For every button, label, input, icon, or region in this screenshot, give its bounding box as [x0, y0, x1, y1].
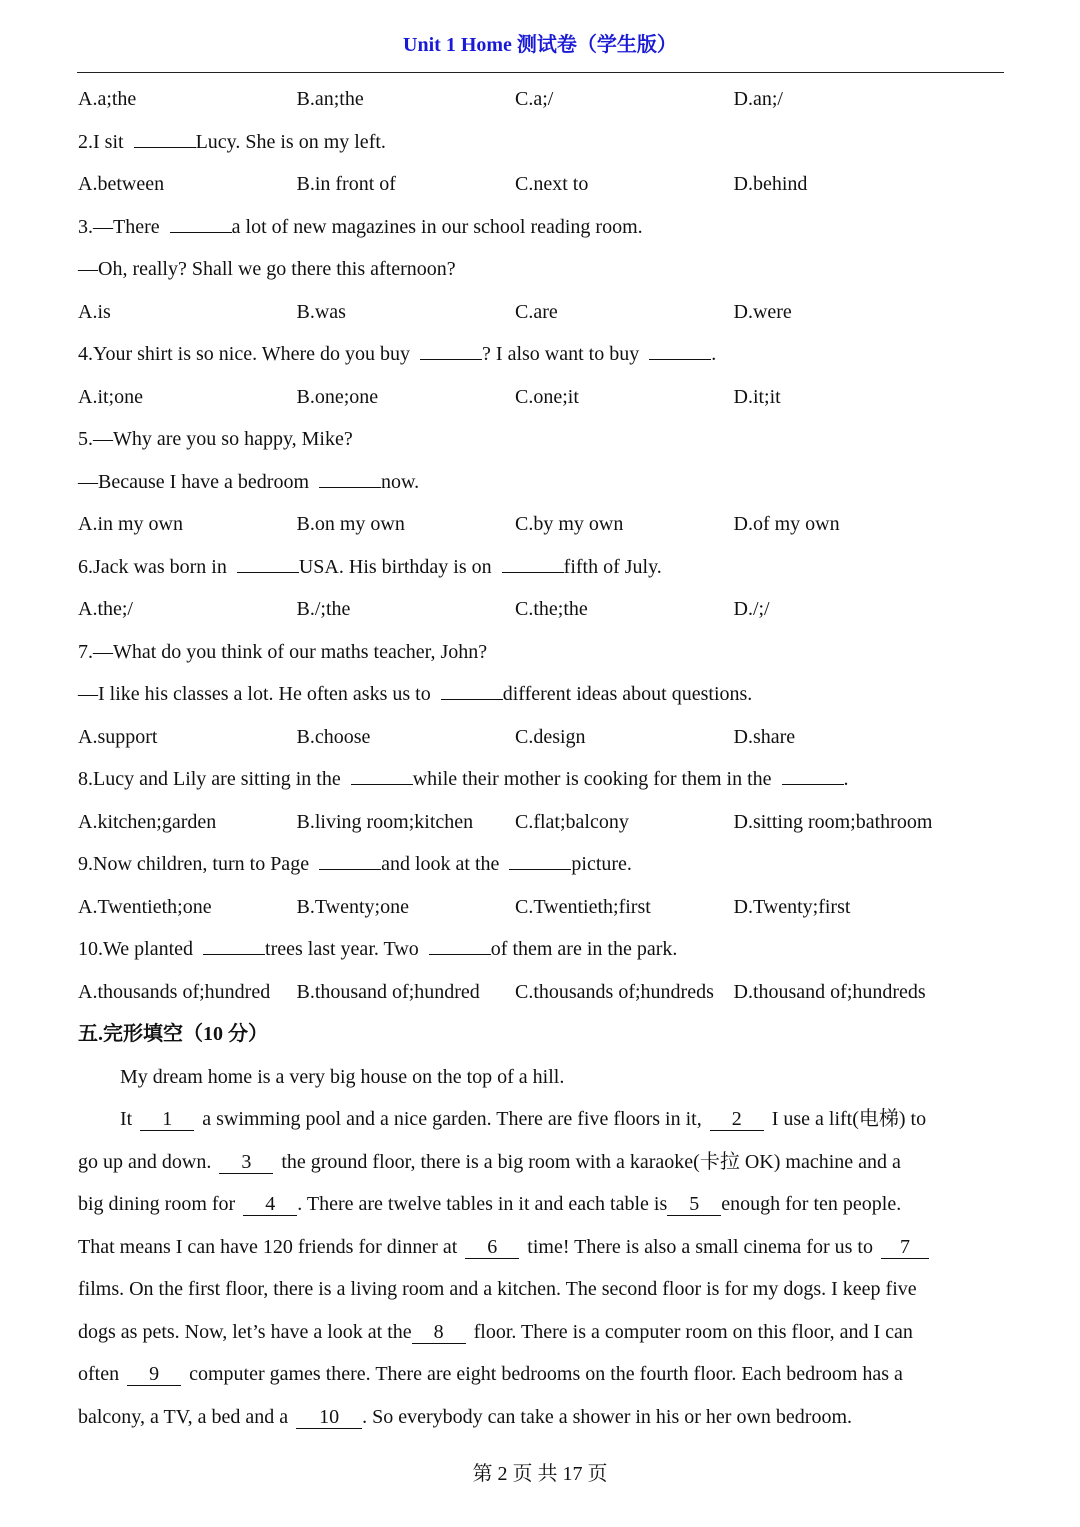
option-a: A.the;/ [78, 598, 133, 620]
q3-stem [78, 210, 1003, 253]
passage-text: . There are twelve tables in it and each table is [297, 1193, 668, 1215]
option-a: A.in my own [78, 513, 183, 535]
answer-blank [203, 936, 265, 955]
q5-text-before: —Because I have a bedroom [78, 470, 310, 493]
passage-text: go up and down. [78, 1150, 212, 1173]
answer-blank [420, 341, 482, 360]
q9-text-2: and look at the [381, 853, 500, 875]
option-c: C.design [515, 725, 586, 748]
option-b: B.living room;kitchen [296, 810, 474, 833]
q4-text-1: 4.Your shirt is so nice. Where do you buy [78, 343, 411, 365]
option-d: D.behind [733, 173, 808, 195]
option-d: D.Twenty;first [733, 895, 851, 918]
option-b: B.an;the [296, 88, 364, 110]
option-b: B.thousand of;hundred [296, 980, 480, 1003]
option-d: D.an;/ [733, 88, 783, 110]
option-a: A.between [78, 173, 165, 195]
q7-stem: 7.—What do you think of our maths teacher, John? [78, 640, 488, 663]
answer-blank [170, 214, 232, 233]
q10-text-1: 10.We planted [78, 938, 194, 960]
q6-options [78, 592, 1003, 635]
option-c: C.flat;balcony [515, 810, 629, 833]
answer-blank [134, 129, 196, 148]
passage-text: I use a lift(电梯) to [771, 1108, 927, 1130]
option-a: A.is [78, 300, 111, 323]
q10-text-2: trees last year. Two [265, 938, 419, 960]
cloze-blank-7: 7 [881, 1236, 929, 1259]
q8-text-3: . [843, 768, 849, 790]
q1-options [78, 82, 1003, 125]
answer-blank [509, 851, 571, 870]
option-d: D./;/ [733, 598, 770, 620]
option-b: B.on my own [296, 513, 405, 535]
option-b: B.one;one [296, 385, 379, 408]
q7-options [78, 720, 1003, 763]
answer-blank [502, 554, 564, 573]
option-a: A.support [78, 725, 158, 748]
q7-text-before: —I like his classes a lot. He often asks us to [78, 683, 431, 705]
q3-text-before: 3.—There [78, 215, 160, 238]
q5-text-after: now. [381, 470, 420, 493]
q2-options [78, 167, 1003, 210]
q3-response: —Oh, really? Shall we go there this afternoon? [78, 258, 456, 280]
header-divider [77, 72, 1004, 73]
cloze-blank-5: 5 [667, 1193, 721, 1216]
passage-text: . So everybody can take a shower in his or her own bedroom. [362, 1405, 852, 1428]
q2-text-after: Lucy. She is on my left. [195, 130, 386, 153]
passage-text: It [120, 1108, 133, 1130]
q10-options [78, 975, 1003, 1018]
page-title: Unit 1 Home 测试卷（学生版） [403, 34, 677, 56]
passage-line [78, 1357, 1003, 1400]
page-number: 第 2 页 共 17 页 [472, 1463, 608, 1485]
q7-response [78, 677, 1003, 720]
option-a: A.it;one [78, 385, 143, 408]
passage-line [78, 1400, 1003, 1443]
answer-blank [237, 554, 299, 573]
passage-line [78, 1187, 1003, 1230]
q9-stem [78, 847, 1003, 890]
q10-stem [78, 932, 1003, 975]
answer-blank [649, 341, 711, 360]
q6-text-1: 6.Jack was born in [78, 555, 227, 578]
option-c: C.a;/ [515, 88, 554, 110]
option-b: B./;the [296, 598, 351, 620]
q9-options [78, 890, 1003, 933]
q4-options [78, 380, 1003, 423]
option-c: C.one;it [515, 385, 579, 408]
passage-line: films. On the first floor, there is a living room and a kitchen. The second floor is for my dogs. I keep five [78, 1278, 917, 1300]
passage-text: big dining room for [78, 1193, 236, 1215]
cloze-blank-3: 3 [219, 1151, 273, 1174]
q8-text-2: while their mother is cooking for them in the [412, 768, 772, 790]
q5-response [78, 465, 1003, 508]
passage-line: My dream home is a very big house on the top of a hill. [120, 1065, 565, 1088]
q9-text-3: picture. [571, 853, 632, 875]
option-a: A.thousands of;hundred [78, 980, 271, 1003]
cloze-blank-4: 4 [243, 1193, 297, 1216]
q2-text-before: 2.I sit [78, 130, 124, 153]
q9-text-1: 9.Now children, turn to Page [78, 853, 310, 875]
q6-text-3: fifth of July. [563, 555, 662, 578]
passage-text: floor. There is a computer room on this floor, and I can [473, 1320, 913, 1343]
option-c: C.thousands of;hundreds [515, 980, 714, 1003]
option-b: B.choose [296, 725, 371, 748]
option-b: B.was [296, 300, 346, 323]
q8-text-1: 8.Lucy and Lily are sitting in the [78, 768, 341, 790]
q10-text-3: of them are in the park. [490, 938, 678, 960]
option-d: D.it;it [733, 385, 781, 408]
q8-options [78, 805, 1003, 848]
q5-stem: 5.—Why are you so happy, Mike? [78, 428, 353, 450]
cloze-blank-6: 6 [465, 1236, 519, 1259]
passage-text: That means I can have 120 friends for dinner at [78, 1235, 458, 1258]
passage-line [78, 1315, 1003, 1358]
passage-line [78, 1102, 1003, 1145]
option-c: C.the;the [515, 598, 588, 620]
option-c: C.Twentieth;first [515, 895, 651, 918]
q3-options [78, 295, 1003, 338]
q4-text-3: . [711, 343, 717, 365]
option-c: C.by my own [515, 513, 624, 535]
option-a: A.kitchen;garden [78, 810, 217, 833]
q4-stem [78, 337, 1003, 380]
option-c: C.are [515, 300, 558, 323]
document-body [78, 82, 1003, 1442]
passage-text: the ground floor, there is a big room with a karaoke(卡拉 OK) machine and a [281, 1150, 901, 1173]
option-d: D.were [733, 300, 792, 323]
answer-blank [441, 681, 503, 700]
passage-text: balcony, a TV, a bed and a [78, 1405, 289, 1428]
passage-text: time! There is also a small cinema for us to [527, 1235, 873, 1258]
passage-text: enough for ten people. [721, 1193, 902, 1215]
option-a: A.Twentieth;one [78, 895, 212, 918]
option-b: B.Twenty;one [296, 895, 409, 918]
q6-text-2: USA. His birthday is on [298, 555, 492, 578]
option-d: D.thousand of;hundreds [733, 980, 926, 1003]
option-d: D.sitting room;bathroom [733, 810, 933, 833]
option-a: A.a;the [78, 88, 137, 110]
passage-text: often [78, 1363, 120, 1385]
option-d: D.share [733, 725, 796, 748]
cloze-blank-9: 9 [127, 1363, 181, 1386]
cloze-blank-8: 8 [412, 1321, 466, 1344]
passage-line [78, 1230, 1003, 1273]
q8-stem [78, 762, 1003, 805]
passage-line [78, 1145, 1003, 1188]
q6-stem [78, 550, 1003, 593]
section-heading: 五.完形填空（10 分） [78, 1023, 268, 1045]
q3-text-after: a lot of new magazines in our school reading room. [231, 215, 643, 238]
cloze-blank-2: 2 [710, 1108, 764, 1131]
answer-blank [429, 936, 491, 955]
option-d: D.of my own [733, 513, 840, 535]
answer-blank [319, 851, 381, 870]
passage-text: computer games there. There are eight bedrooms on the fourth floor. Each bedroom has a [189, 1363, 903, 1385]
option-b: B.in front of [296, 173, 396, 195]
option-c: C.next to [515, 173, 589, 195]
q2-stem [78, 125, 1003, 168]
answer-blank [351, 766, 413, 785]
answer-blank [319, 469, 381, 488]
answer-blank [782, 766, 844, 785]
cloze-blank-1: 1 [140, 1108, 194, 1131]
q7-text-after: different ideas about questions. [502, 683, 753, 705]
passage-text: a swimming pool and a nice garden. There are five floors in it, [202, 1108, 702, 1130]
passage-text: dogs as pets. Now, let’s have a look at the [78, 1320, 412, 1343]
q4-text-2: ? I also want to buy [482, 343, 640, 365]
q5-options [78, 507, 1003, 550]
cloze-blank-10: 10 [296, 1406, 362, 1429]
